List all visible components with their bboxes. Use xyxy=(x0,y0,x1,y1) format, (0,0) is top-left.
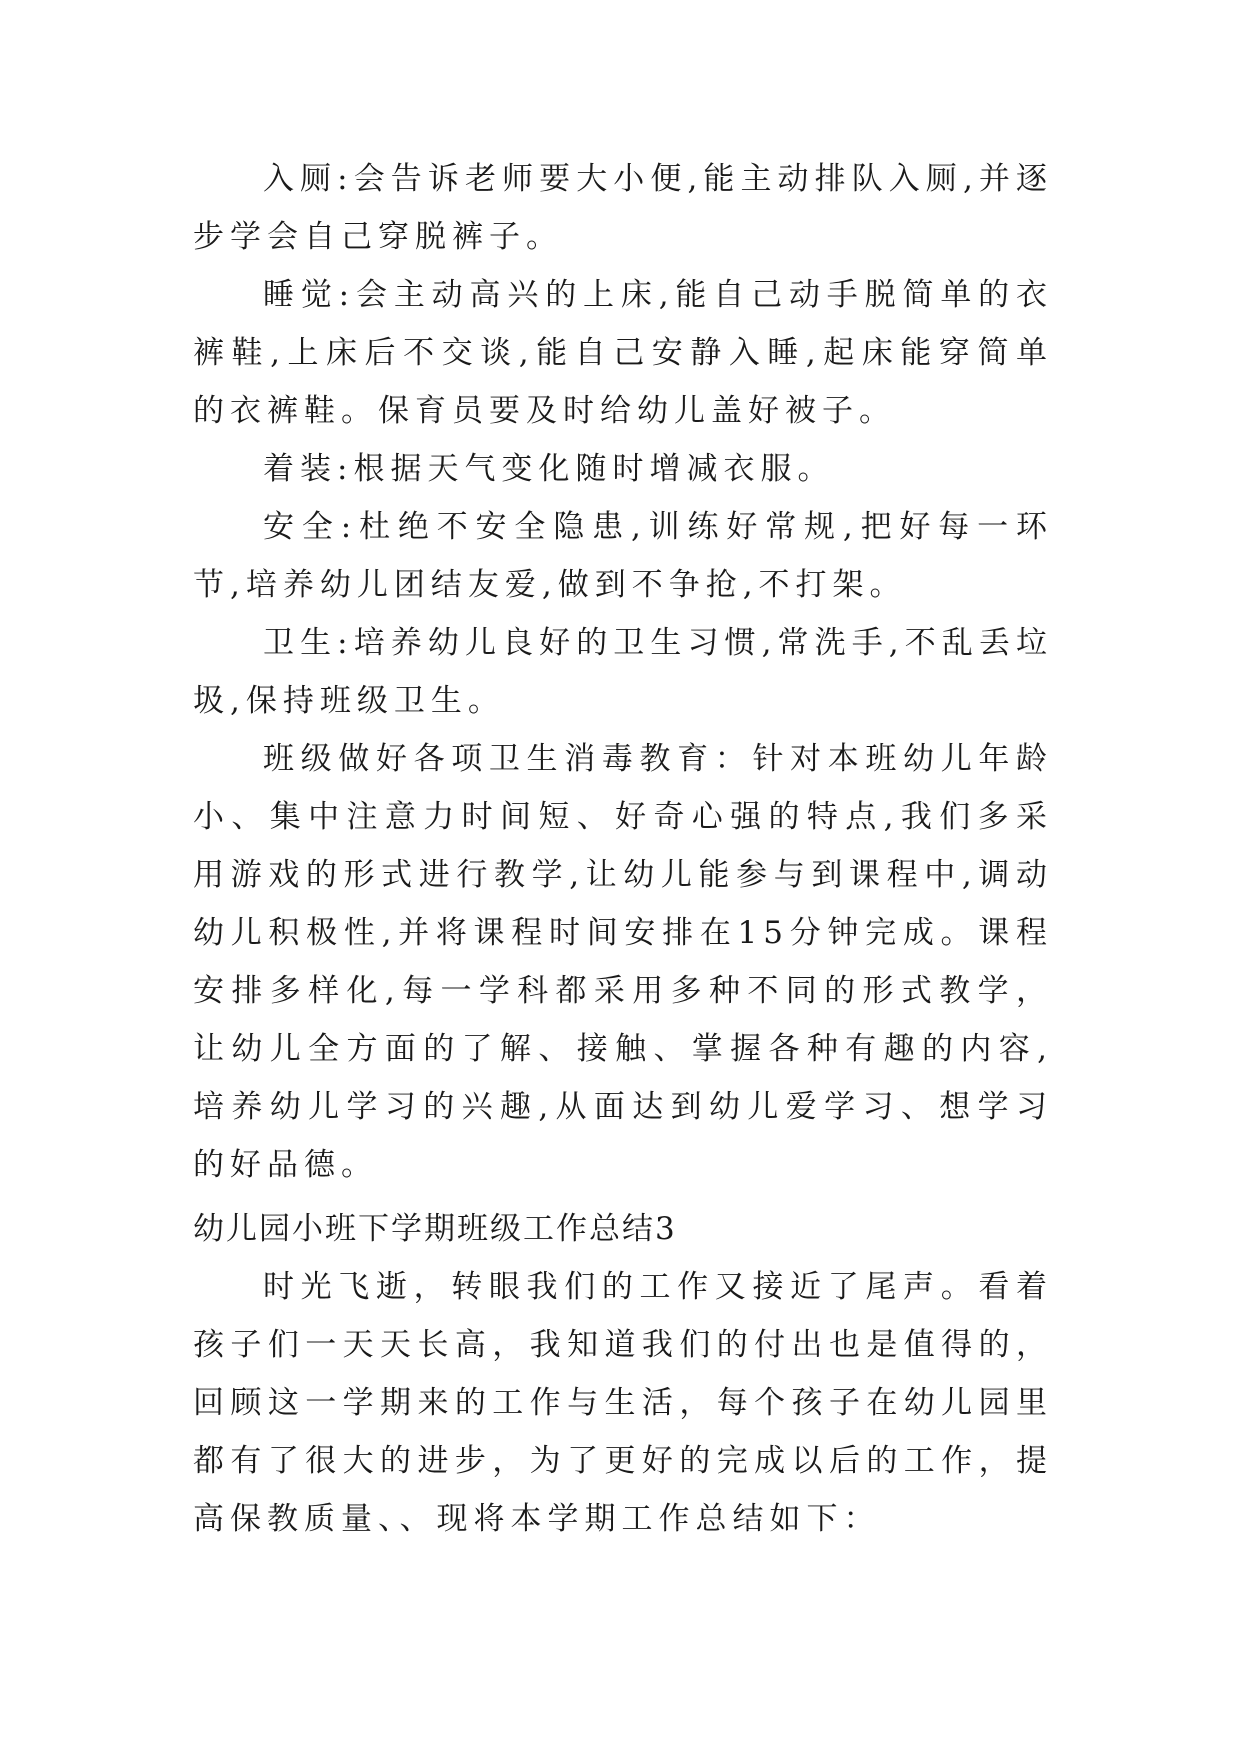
paragraph-safety: 安全:杜绝不安全隐患,训练好常规,把好每一环节,培养幼儿团结友爱,做到不争抢,不打架。 xyxy=(193,509,1053,603)
paragraph-toilet: 入厕:会告诉老师要大小便,能主动排队入厕,并逐步学会自己穿脱裤子。 xyxy=(193,161,1053,255)
paragraph-clothing: 着装:根据天气变化随时增减衣服。 xyxy=(263,451,835,487)
section-intro-paragraph: 时光飞逝，转眼我们的工作又接近了尾声。看着孩子们一天天长高，我知道我们的付出也是值得的，回顾这一学期来的工作与生活，每个孩子在幼儿园里都有了很大的进步，为了更好的完成以后的工作，提高保教质量、、现将本学期工作总结如下： xyxy=(193,1269,1053,1537)
section-heading: 幼儿园小班下学期班级工作总结3 xyxy=(193,1211,677,1247)
paragraph-disinfection-education: 班级做好各项卫生消毒教育：针对本班幼儿年龄小、集中注意力时间短、好奇心强的特点,我们多采用游戏的形式进行教学,让幼儿能参与到课程中,调动幼儿积极性,并将课程时间安排在15分钟完成。课程安排多样化,每一学科都采用多种不同的形式教学，让幼儿全方面的了解、接触、掌握各种有趣的内容,培养幼儿学习的兴趣,从面达到幼儿爱学习、想学习的好品德。 xyxy=(193,741,1053,1183)
paragraph-sleep: 睡觉:会主动高兴的上床,能自己动手脱简单的衣裤鞋,上床后不交谈,能自己安静入睡,起床能穿简单的衣裤鞋。保育员要及时给幼儿盖好被子。 xyxy=(193,277,1053,429)
paragraph-hygiene: 卫生:培养幼儿良好的卫生习惯,常洗手,不乱丢垃圾,保持班级卫生。 xyxy=(193,625,1053,719)
